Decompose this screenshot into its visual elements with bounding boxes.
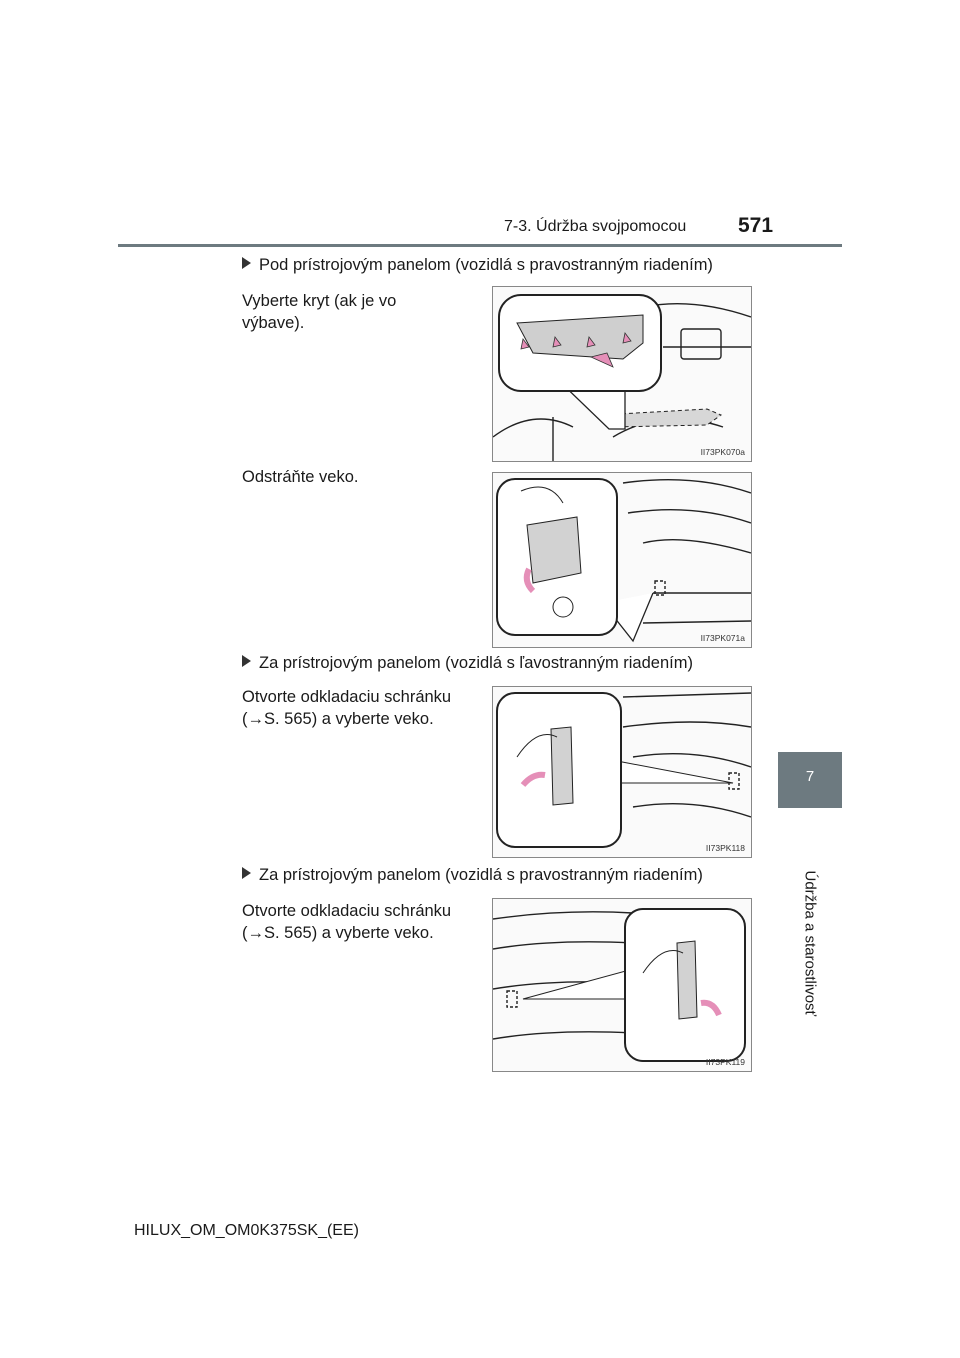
step-text: Otvorte odkladaciu schránku (→S. 565) a vyberte veko. xyxy=(242,688,452,728)
step-text: Otvorte odkladaciu schránku (→S. 565) a vyberte veko. xyxy=(242,902,452,942)
chapter-tab xyxy=(778,752,842,808)
bullet-triangle-icon xyxy=(242,655,251,667)
lid-removal-illustration xyxy=(493,473,751,647)
chapter-label: Údržba a starostlivosť xyxy=(801,870,819,1017)
figure-code: II73PK118 xyxy=(705,843,745,853)
document-id: HILUX_OM_OM0K375SK_(EE) xyxy=(134,1222,359,1239)
bullet-triangle-icon xyxy=(242,257,251,269)
chapter-number: 7 xyxy=(805,768,815,785)
figure-code: II73PK071a xyxy=(700,633,745,643)
section-heading: Za prístrojovým panelom (vozidlá s ľavostranným riadením) xyxy=(242,654,693,673)
step-text: Vyberte kryt (ak je vo výbave). xyxy=(242,292,397,332)
section-title: 7-3. Údržba svojpomocou xyxy=(504,218,687,235)
bullet-triangle-icon xyxy=(242,867,251,879)
section-heading: Pod prístrojovým panelom (vozidlá s pravostranným riadením) xyxy=(242,256,713,275)
glovebox-lid-right-illustration xyxy=(493,899,751,1071)
section-heading: Za prístrojovým panelom (vozidlá s pravostranným riadením) xyxy=(242,866,703,885)
illustration-figure xyxy=(492,686,752,858)
illustration-figure xyxy=(492,472,752,648)
illustration-figure xyxy=(492,898,752,1072)
step-text: Odstráňte veko. xyxy=(242,468,359,486)
glovebox-lid-left-illustration xyxy=(493,687,751,857)
dashboard-cover-illustration xyxy=(493,287,751,461)
figure-code: II73PK119 xyxy=(705,1057,745,1067)
header-divider xyxy=(118,244,842,247)
page-number: 571 xyxy=(738,214,774,237)
figure-code: II73PK070a xyxy=(700,447,745,457)
illustration-figure xyxy=(492,286,752,462)
